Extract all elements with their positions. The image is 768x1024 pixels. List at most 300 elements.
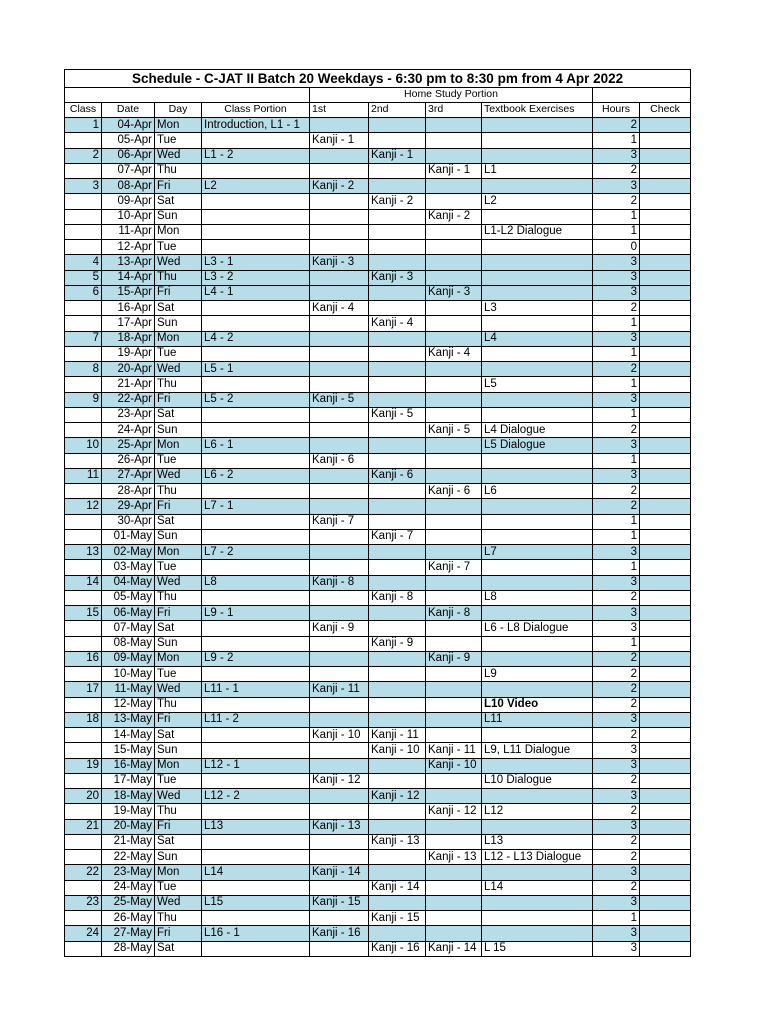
kanji-2nd-cell [369,392,426,407]
kanji-2nd-cell [369,926,426,941]
day-cell: Sat [155,194,202,209]
kanji-1st-cell: Kanji - 14 [310,865,369,880]
date-cell: 22-Apr [102,392,155,407]
table-row [65,926,691,941]
kanji-2nd-cell [369,362,426,377]
table-row [65,316,691,331]
kanji-3rd-cell [426,468,482,483]
date-cell: 13-May [102,712,155,727]
day-cell: Sun [155,529,202,544]
kanji-1st-cell: Kanji - 7 [310,514,369,529]
check-cell [640,743,691,758]
check-cell [640,118,691,133]
kanji-1st-cell [310,224,369,239]
day-cell: Wed [155,255,202,270]
date-cell: 26-May [102,911,155,926]
class-cell [65,560,102,575]
date-cell: 12-Apr [102,240,155,255]
kanji-2nd-cell: Kanji - 12 [369,789,426,804]
kanji-1st-cell: Kanji - 5 [310,392,369,407]
kanji-2nd-cell: Kanji - 7 [369,529,426,544]
day-cell: Mon [155,118,202,133]
kanji-3rd-cell [426,789,482,804]
kanji-2nd-cell [369,667,426,682]
kanji-2nd-cell: Kanji - 15 [369,911,426,926]
table-row [65,499,691,514]
day-cell: Tue [155,773,202,788]
date-cell: 28-Apr [102,484,155,499]
check-cell [640,179,691,194]
kanji-3rd-cell [426,712,482,727]
check-cell [640,728,691,743]
kanji-2nd-cell: Kanji - 11 [369,728,426,743]
table-row [65,529,691,544]
kanji-1st-cell [310,484,369,499]
date-cell: 11-Apr [102,224,155,239]
kanji-3rd-cell [426,224,482,239]
col-header-class-portion: Class Portion [202,102,310,117]
kanji-1st-cell [310,545,369,560]
kanji-3rd-cell: Kanji - 10 [426,758,482,773]
textbook-exercises-cell: L1-L2 Dialogue [482,224,593,239]
kanji-1st-cell [310,331,369,346]
class-cell [65,224,102,239]
textbook-exercises-cell [482,575,593,590]
check-cell [640,651,691,666]
class-portion-cell [202,133,310,148]
class-portion-cell: L3 - 2 [202,270,310,285]
class-portion-cell [202,590,310,605]
kanji-2nd-cell [369,118,426,133]
class-cell [65,850,102,865]
day-cell: Sun [155,743,202,758]
kanji-3rd-cell [426,331,482,346]
class-cell [65,514,102,529]
kanji-3rd-cell [426,316,482,331]
kanji-2nd-cell [369,621,426,636]
textbook-exercises-cell [482,865,593,880]
hours-cell: 3 [593,331,640,346]
col-header-day: Day [155,102,202,117]
day-cell: Tue [155,453,202,468]
class-cell [65,346,102,361]
check-cell [640,758,691,773]
class-portion-cell [202,301,310,316]
class-cell: 15 [65,606,102,621]
hours-cell: 3 [593,895,640,910]
hours-cell: 2 [593,362,640,377]
day-cell: Fri [155,712,202,727]
kanji-1st-cell [310,697,369,712]
class-cell [65,728,102,743]
textbook-exercises-cell [482,118,593,133]
table-row [65,392,691,407]
table-row [65,621,691,636]
class-portion-cell [202,346,310,361]
class-cell [65,804,102,819]
date-cell: 11-May [102,682,155,697]
kanji-2nd-cell: Kanji - 3 [369,270,426,285]
kanji-3rd-cell: Kanji - 2 [426,209,482,224]
kanji-2nd-cell [369,423,426,438]
class-cell [65,407,102,422]
textbook-exercises-cell: L7 [482,545,593,560]
kanji-2nd-cell: Kanji - 5 [369,407,426,422]
table-row [65,941,691,956]
table-row [65,758,691,773]
day-cell: Sun [155,209,202,224]
textbook-exercises-cell [482,346,593,361]
kanji-1st-cell [310,270,369,285]
table-row [65,377,691,392]
kanji-2nd-cell [369,285,426,300]
table-row [65,453,691,468]
textbook-exercises-cell [482,362,593,377]
table-row [65,880,691,895]
kanji-1st-cell [310,606,369,621]
kanji-1st-cell: Kanji - 11 [310,682,369,697]
check-cell [640,407,691,422]
table-row [65,240,691,255]
kanji-3rd-cell [426,682,482,697]
kanji-3rd-cell [426,362,482,377]
class-cell [65,880,102,895]
kanji-1st-cell [310,789,369,804]
hours-cell: 2 [593,484,640,499]
col-header-check: Check [640,102,691,117]
hours-cell: 2 [593,301,640,316]
class-cell [65,911,102,926]
class-cell: 4 [65,255,102,270]
kanji-2nd-cell [369,773,426,788]
kanji-3rd-cell [426,865,482,880]
hours-cell: 3 [593,545,640,560]
check-cell [640,148,691,163]
class-cell: 13 [65,545,102,560]
day-cell: Wed [155,468,202,483]
day-cell: Fri [155,285,202,300]
kanji-2nd-cell [369,560,426,575]
textbook-exercises-cell [482,819,593,834]
kanji-3rd-cell [426,240,482,255]
kanji-1st-cell: Kanji - 10 [310,728,369,743]
class-portion-cell [202,423,310,438]
class-portion-cell: L9 - 1 [202,606,310,621]
hours-cell: 1 [593,133,640,148]
hours-cell: 3 [593,270,640,285]
class-portion-cell: L2 [202,179,310,194]
day-cell: Sat [155,301,202,316]
hours-cell: 1 [593,209,640,224]
textbook-exercises-cell [482,407,593,422]
class-cell [65,697,102,712]
class-portion-cell [202,163,310,178]
kanji-3rd-cell [426,392,482,407]
kanji-1st-cell [310,712,369,727]
date-cell: 28-May [102,941,155,956]
hours-cell: 2 [593,850,640,865]
kanji-3rd-cell [426,590,482,605]
day-cell: Sat [155,941,202,956]
col-header-3rd: 3rd [426,102,482,117]
day-cell: Thu [155,804,202,819]
table-row [65,346,691,361]
hours-cell: 3 [593,148,640,163]
hours-cell: 3 [593,712,640,727]
date-cell: 05-May [102,590,155,605]
kanji-3rd-cell: Kanji - 3 [426,285,482,300]
textbook-exercises-cell [482,316,593,331]
date-cell: 10-Apr [102,209,155,224]
day-cell: Mon [155,438,202,453]
day-cell: Wed [155,362,202,377]
check-cell [640,377,691,392]
col-header-hours: Hours [593,102,640,117]
class-portion-cell [202,316,310,331]
table-row [65,224,691,239]
day-cell: Wed [155,895,202,910]
class-cell: 2 [65,148,102,163]
hours-cell: 2 [593,590,640,605]
date-cell: 17-Apr [102,316,155,331]
day-cell: Fri [155,392,202,407]
class-cell: 24 [65,926,102,941]
kanji-1st-cell [310,850,369,865]
subheader-row [65,87,691,102]
check-cell [640,163,691,178]
day-cell: Thu [155,697,202,712]
kanji-2nd-cell [369,240,426,255]
kanji-3rd-cell [426,834,482,849]
kanji-3rd-cell [426,880,482,895]
kanji-3rd-cell: Kanji - 6 [426,484,482,499]
col-header-class: Class [65,102,102,117]
textbook-exercises-cell [482,499,593,514]
kanji-2nd-cell: Kanji - 8 [369,590,426,605]
date-cell: 24-May [102,880,155,895]
table-row [65,148,691,163]
kanji-3rd-cell: Kanji - 9 [426,651,482,666]
day-cell: Fri [155,819,202,834]
kanji-2nd-cell: Kanji - 4 [369,316,426,331]
kanji-2nd-cell [369,209,426,224]
kanji-1st-cell [310,240,369,255]
kanji-3rd-cell: Kanji - 14 [426,941,482,956]
class-portion-cell: L5 - 2 [202,392,310,407]
table-row [65,773,691,788]
textbook-exercises-cell [482,133,593,148]
check-cell [640,880,691,895]
date-cell: 21-May [102,834,155,849]
check-cell [640,484,691,499]
hours-cell: 2 [593,667,640,682]
hours-cell: 3 [593,621,640,636]
class-portion-cell [202,209,310,224]
kanji-2nd-cell [369,804,426,819]
textbook-exercises-cell [482,453,593,468]
kanji-2nd-cell: Kanji - 13 [369,834,426,849]
hours-cell: 2 [593,118,640,133]
date-cell: 08-Apr [102,179,155,194]
kanji-1st-cell: Kanji - 16 [310,926,369,941]
day-cell: Mon [155,224,202,239]
kanji-1st-cell [310,362,369,377]
class-cell [65,163,102,178]
class-portion-cell [202,834,310,849]
class-cell: 20 [65,789,102,804]
date-cell: 25-May [102,895,155,910]
check-cell [640,682,691,697]
table-row [65,468,691,483]
textbook-exercises-cell [482,926,593,941]
kanji-2nd-cell [369,545,426,560]
textbook-exercises-cell: L10 Video [482,697,593,712]
table-row [65,407,691,422]
kanji-2nd-cell [369,865,426,880]
date-cell: 20-Apr [102,362,155,377]
kanji-1st-cell: Kanji - 3 [310,255,369,270]
kanji-1st-cell [310,880,369,895]
check-cell [640,804,691,819]
day-cell: Fri [155,606,202,621]
table-row [65,728,691,743]
kanji-2nd-cell [369,712,426,727]
class-portion-cell [202,240,310,255]
class-portion-cell: L1 - 2 [202,148,310,163]
check-cell [640,697,691,712]
textbook-exercises-cell [482,468,593,483]
class-cell [65,301,102,316]
class-cell: 19 [65,758,102,773]
check-cell [640,895,691,910]
kanji-3rd-cell [426,667,482,682]
kanji-1st-cell [310,834,369,849]
check-cell [640,834,691,849]
textbook-exercises-cell: L1 [482,163,593,178]
class-cell [65,529,102,544]
class-portion-cell [202,514,310,529]
day-cell: Fri [155,499,202,514]
hours-cell: 3 [593,438,640,453]
day-cell: Thu [155,484,202,499]
check-cell [640,255,691,270]
table-row [65,911,691,926]
kanji-2nd-cell [369,179,426,194]
date-cell: 04-Apr [102,118,155,133]
kanji-1st-cell [310,758,369,773]
day-cell: Wed [155,148,202,163]
class-cell: 17 [65,682,102,697]
kanji-3rd-cell: Kanji - 8 [426,606,482,621]
date-cell: 27-Apr [102,468,155,483]
check-cell [640,285,691,300]
day-cell: Wed [155,682,202,697]
day-cell: Mon [155,758,202,773]
hours-cell: 1 [593,636,640,651]
class-cell [65,240,102,255]
kanji-3rd-cell [426,270,482,285]
hours-cell: 1 [593,529,640,544]
class-portion-cell: L4 - 1 [202,285,310,300]
class-cell: 14 [65,575,102,590]
textbook-exercises-cell: L8 [482,590,593,605]
table-row [65,560,691,575]
schedule-table [64,69,691,957]
kanji-1st-cell: Kanji - 4 [310,301,369,316]
textbook-exercises-cell: L2 [482,194,593,209]
table-row [65,697,691,712]
kanji-1st-cell: Kanji - 15 [310,895,369,910]
kanji-3rd-cell: Kanji - 1 [426,163,482,178]
day-cell: Tue [155,560,202,575]
table-row [65,743,691,758]
kanji-2nd-cell: Kanji - 16 [369,941,426,956]
col-header-date: Date [102,102,155,117]
date-cell: 15-Apr [102,285,155,300]
kanji-3rd-cell [426,438,482,453]
date-cell: 15-May [102,743,155,758]
class-portion-cell: L14 [202,865,310,880]
date-cell: 09-May [102,651,155,666]
hours-cell: 2 [593,682,640,697]
date-cell: 30-Apr [102,514,155,529]
table-row [65,194,691,209]
kanji-3rd-cell [426,148,482,163]
check-cell [640,773,691,788]
date-cell: 05-Apr [102,133,155,148]
kanji-2nd-cell [369,484,426,499]
kanji-3rd-cell: Kanji - 5 [426,423,482,438]
check-cell [640,224,691,239]
class-cell: 8 [65,362,102,377]
kanji-3rd-cell [426,911,482,926]
class-portion-cell: L11 - 1 [202,682,310,697]
textbook-exercises-cell: L3 [482,301,593,316]
hours-cell: 1 [593,407,640,422]
check-cell [640,438,691,453]
class-cell [65,316,102,331]
hours-cell: 2 [593,728,640,743]
hours-cell: 1 [593,377,640,392]
textbook-exercises-cell: L6 [482,484,593,499]
date-cell: 09-Apr [102,194,155,209]
check-cell [640,499,691,514]
check-cell [640,819,691,834]
kanji-1st-cell [310,804,369,819]
class-portion-cell: Introduction, L1 - 1 [202,118,310,133]
date-cell: 24-Apr [102,423,155,438]
textbook-exercises-cell: L10 Dialogue [482,773,593,788]
textbook-exercises-cell [482,651,593,666]
class-portion-cell [202,194,310,209]
kanji-3rd-cell [426,545,482,560]
day-cell: Thu [155,377,202,392]
date-cell: 19-Apr [102,346,155,361]
day-cell: Sun [155,850,202,865]
table-row [65,133,691,148]
class-portion-cell [202,453,310,468]
hours-cell: 1 [593,911,640,926]
kanji-1st-cell [310,743,369,758]
table-row [65,514,691,529]
table-row [65,362,691,377]
class-portion-cell [202,621,310,636]
table-row [65,575,691,590]
hours-cell: 2 [593,880,640,895]
textbook-exercises-cell: L12 - L13 Dialogue [482,850,593,865]
kanji-3rd-cell: Kanji - 12 [426,804,482,819]
textbook-exercises-cell [482,514,593,529]
